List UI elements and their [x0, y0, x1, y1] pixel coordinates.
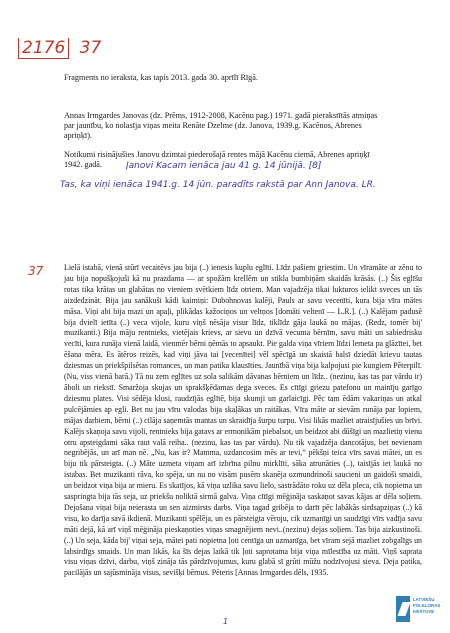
archive-number-box: 2176 — [18, 38, 69, 59]
logo-line-2: FOLKLORAS — [413, 603, 441, 608]
logo-line-3: KRĀTUVE — [413, 609, 435, 614]
archive-number — [18, 38, 101, 58]
archive-logo-icon — [396, 596, 410, 622]
logo-line-1: LATVIEŠU — [413, 597, 435, 602]
handwritten-note-1: Janovi Kacam ienāca jau 41 g. 14 jūnijā. [8] — [126, 161, 322, 171]
page-mark: 1 — [223, 617, 229, 626]
handwritten-note-2: Tas, ka viņi ienāca 1941.g. 14 jūn. paradīts rakstā par Ann Janova. LR. — [60, 180, 376, 190]
body-paragraph: Lielā istabā, vienā stūrī vecaitēvs jau bija (..) ienesis kuplu eglīti. Līdz pašiem griestim. Un vīramāte ar zēnu to jau bija nopušķojuši kā nu prazdama — ar spožām krellēm un stikla bumbiņām skaidās krāsās. (..) Šis eglīšu rotas tika krātas un glabātas no vieniem svētkiem līdz otriem. Man vajadzēja tikai lukturos ielikt sveces un tās aizdedzināt. Bija jau sanākuši kādi kaimiņi: Dubohnovas kalēji, Pauls ar savu vecenīti, kura bija vīra mātes māsa. Viņi abi bija mazi un apaļi, plikādas kažociņos un veltņos [domāti veltenī — L.R.]. (..) Kalējam padusē bija dvielī ietīta (..) veca vijole, kuru viņš nēsāja visur līdz, tiklīdz gāja laukā no mājas. (Redz, tomēr bij' muzikanti.) Bija māju rentnieks, vietējais krievs, ar sievu un dzīvā vecuma bērnīm, savu māti un sabiedrisku vecīti, kura runāja vienā laidā, vienmēr bērni ņēmās to apsaukt. Pie galda viņa vīriem līdzi lemeta pa glāzītei, bet ēšana mēra. Es ātēros reizēs, kad viņi jāva tai [vecenītei] vēl spēcīgā un skaistā balsī dziedāt krievu tautas dziesmas un priekšpilsētas romances, un man patika klausīties. Jaunībā viņa bija kalpojusi pie kungiem Pēterpilī. (Nu, viss vienā barā.) Tā nu zem eglītes uz sola salikām dāvanas bērniem un līdz.. (nezinu, kas tas par vārdu ir) āboli un riekstī. Smaržoja skujas un sprakšķēdamas dega sveces. Es cītīgi griezu patefonu un mainīju garīgo dziesmu plates. Visi sēdēja klusi, raudzījās eglītē, bija skumji un garlaicīgi. Pēc tam ēdām vakariņas un atkal pulcējāmies ap egli. Bet nu jau vīru valodas bija skaļākas un raitākas. Vīra māte ar sievām runāja par lopiem, mājas darbiem, bērni (..) cilāja saņemtās mantas un skraidīja šurpu turpu. Visi likās mazliet atraisījušies un brīvi. Kalējs skaņoja savu vijoli, rentnieks bija gatavs ar ermonikām piebalsot, un beidzot abi dūšīgi un mazlietiņ vienu otru apsteigdami sāka raut valā reiha.. (nezinu, kas tas par vārdu). Nu tik vajadzēja dancotājus, bet nevienam negribējās, un arī man nē. „Nu, kas ir? Mamma, uzdancosim mēs ar tevi,” pēkšņi teica vīrs savai mātei, un es biju tik pārsteigta. (..) Māte uzmeta viņam arī izbrīna pilnu mirklīti, sāka atrunāties (..), taisījās iet laukā no istabas. Bet muzikanti rāva, ko spēja, un nu no visām pusēm skanēja uzmundrinoši saucieni un gaidoši smaidi, un beidzot viņa bija ar mieru. Es skatījos, kā viņa uzlika savu lielo, sastrādāto roku uz dēla pleca, cik nopietna un saspringta bija tās seja, uz priekšu noliktā sirmā galva. Viņa cītīgi mēģināja saskaņot savas kājas ar dēla soļiem. Dejošana viņai bija neierasta un sen aizmirsts darbs. Viņa tagad gribēja to darīt pēc labākās sirdsapziņas (..) kā visu, ko darīja savā ikdienā. Muzikanti spēlēja, un es pārsteigta vēroju, cik uzmanīgi un saudzīgi vīrs vadīja savu māti dejā, kā arī viņš mēģināja pieskaņoties viņas smagnējiem nevi..(nezinu) dejas soļiem. Tas bija aizkustinoši. (..) Un seja, kāda bij' viņai seja, mātei pati nopietna ļoti centīga un uzmanīga, bet vīram sejā mazliet zobgalīgs un labsirdīgs smaids. Un man likās, ka šīs dejas laikā tik ļoti saprotama bija viņa mīlestība uz māti. Viņš saprata visu viņas dzīvi, darbu, viņš zināja tās pārdzīvojumus, kuru glabā sī grūti mūžu nodzīvojusi sieva. Deja patika, pacilājās un sajūsmināja visus, sevišķi bērnus. Pēteris [Annas Irmgardes dēls, 1935. — [64, 263, 422, 578]
archive-logo — [396, 594, 440, 624]
source-line-3: apriņķī). — [64, 131, 92, 140]
margin-number: 37 — [28, 264, 44, 278]
source-line-1: Annas Irmgardes Janovas (dz. Prēms, 1912-2008, Kacēnu pag.) 1971. gadā pierakstītās atmiņas — [64, 111, 378, 120]
note-line-1: Notikumi risinājušies Janovu dzimtai piederošajā rentes mājā Kacēnu ciemā, Abrenes apriņķī — [64, 150, 370, 159]
source-line-2: par jaunību, ko nolasīja viņas meita Renāte Dzelme (dz. Janova, 1939.g. Kacēnos, Abrenes — [64, 121, 362, 130]
note-line-2: 1942. gadā. — [64, 160, 102, 169]
intro-line: Fragments no ieraksta, kas tapis 2013. gada 30. aprīlī Rīgā. — [64, 73, 258, 82]
archive-number-suffix: 37 — [79, 38, 102, 58]
archive-logo-text — [413, 597, 440, 615]
